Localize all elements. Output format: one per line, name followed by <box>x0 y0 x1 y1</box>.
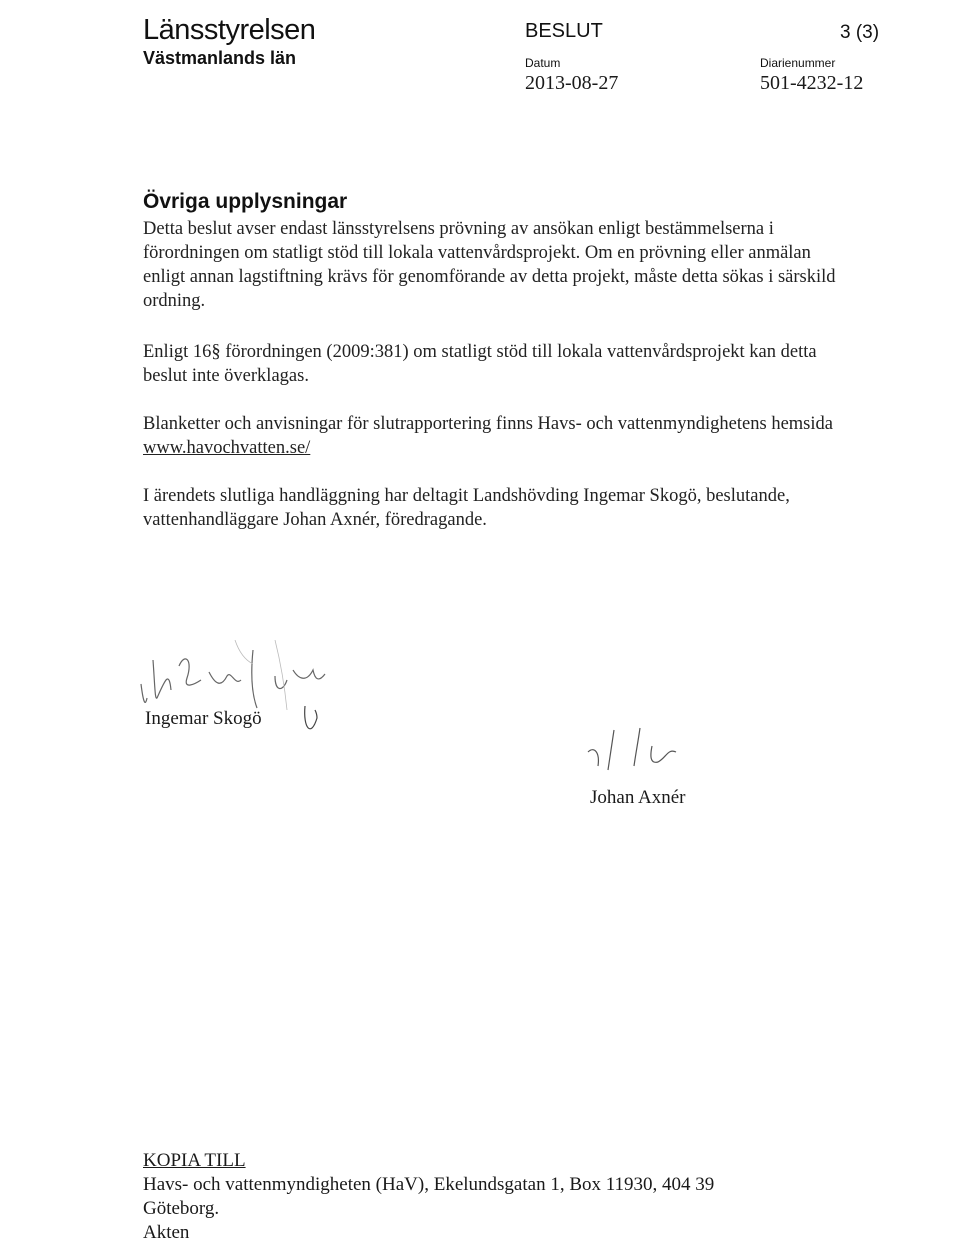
organization-name: Länsstyrelsen <box>143 14 316 46</box>
diarie-value: 501-4232-12 <box>760 72 864 94</box>
paragraph-handling: I ärendets slutliga handläggning har deltagit Landshövding Ingemar Skogö, beslutande, vattenhandläggare Johan Axnér, föredragande. <box>143 486 790 530</box>
document-type: BESLUT <box>525 20 603 42</box>
date-label: Datum <box>525 56 561 70</box>
paragraph-appeal: Enligt 16§ förordningen (2009:381) om statligt stöd till lokala vattenvårdsprojekt kan detta beslut inte överklagas. <box>143 342 817 386</box>
copy-to-title: KOPIA TILL <box>143 1150 246 1171</box>
date-value: 2013-08-27 <box>525 72 619 94</box>
havochvatten-link[interactable]: www.havochvatten.se/ <box>143 438 311 458</box>
copy-recipient-line: Göteborg. <box>143 1198 220 1219</box>
page-number: 3 (3) <box>840 22 880 43</box>
county-name: Västmanlands län <box>143 48 297 68</box>
paragraph-forms <box>143 412 843 460</box>
copy-recipient-line: Akten <box>143 1222 190 1243</box>
paragraph-scope: Detta beslut avser endast länsstyrelsens prövning av ansökan enligt bestämmelserna i förordningen om statligt stöd till lokala vattenvårdsprojekt. Om en prövning eller anmälan enligt annan lagstiftning krävs för genomförande av detta projekt, måste detta sökas i särskild ordning. <box>143 219 836 311</box>
signature-scribble-2 <box>580 722 740 782</box>
section-heading: Övriga upplysningar <box>143 190 348 213</box>
diarie-label: Diarienummer <box>760 56 836 70</box>
forms-text: Blanketter och anvisningar för slutrapportering finns Havs- och vattenmyndighetens hemsida <box>143 414 833 434</box>
signer-2-name: Johan Axnér <box>590 787 686 808</box>
signer-1-name: Ingemar Skogö <box>145 708 262 729</box>
copy-recipient-line: Havs- och vattenmyndigheten (HaV), Ekelundsgatan 1, Box 11930, 404 39 <box>143 1174 715 1195</box>
